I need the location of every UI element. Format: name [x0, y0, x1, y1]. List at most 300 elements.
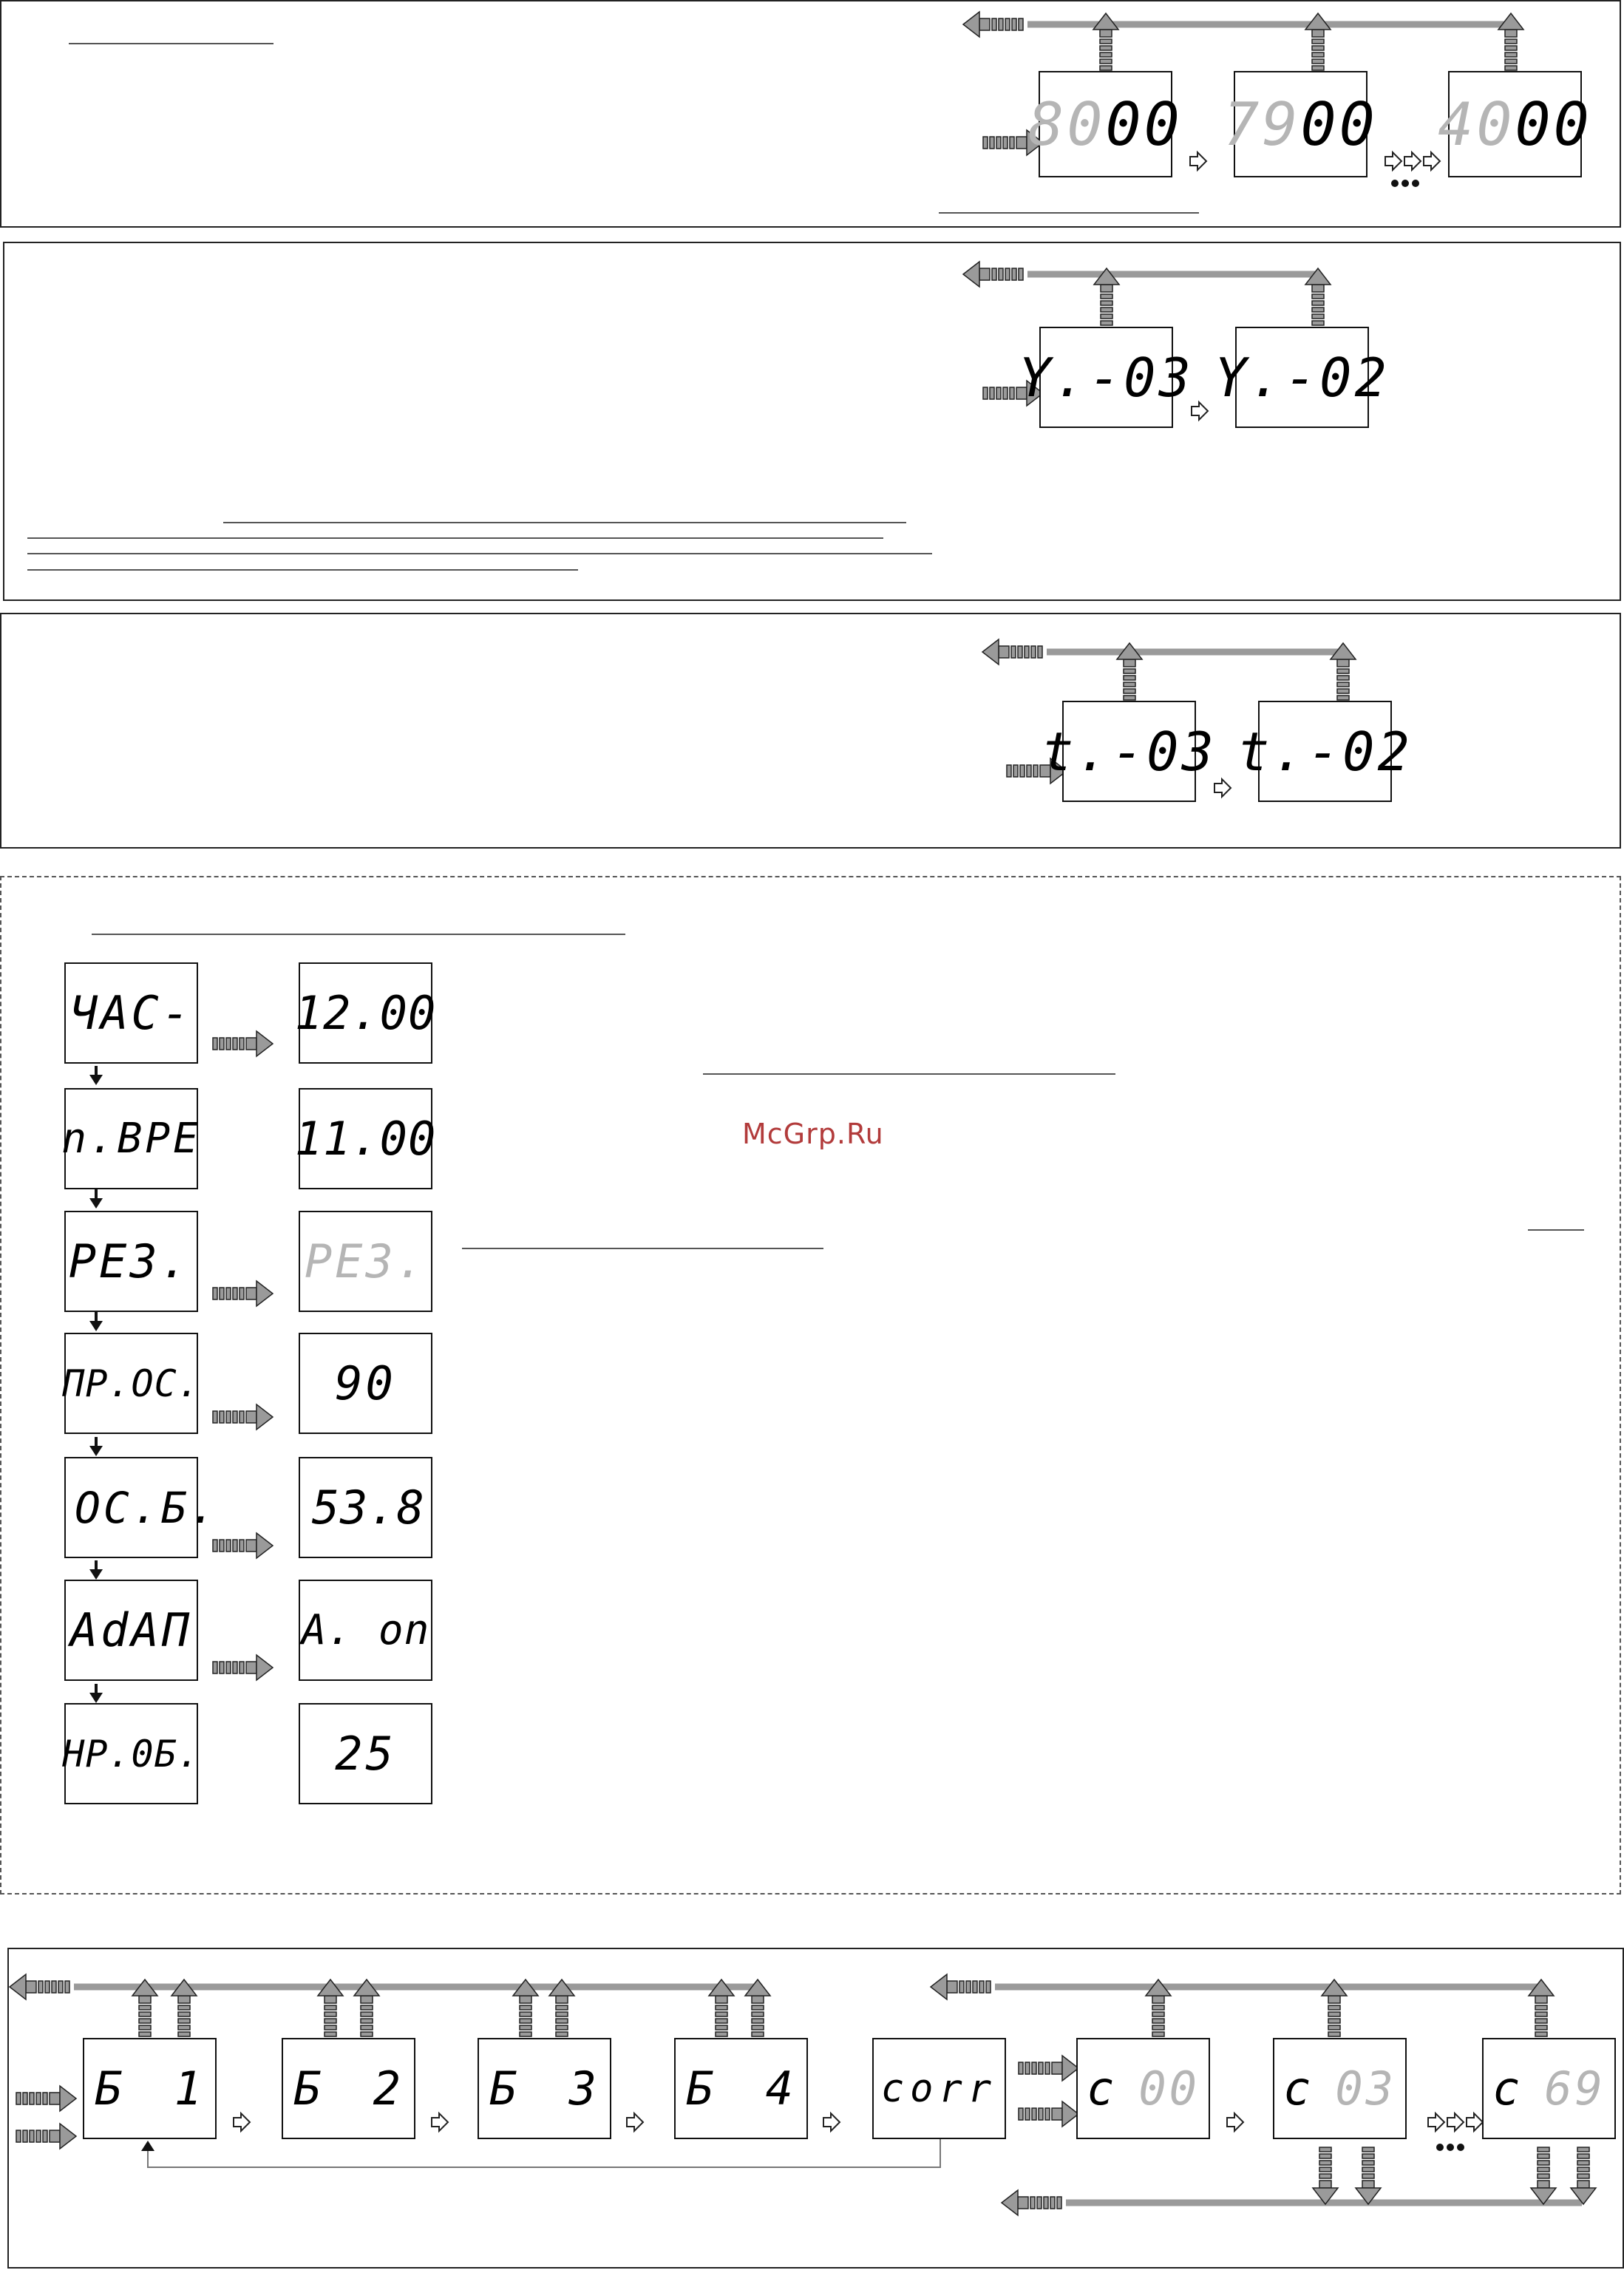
arrow-part [556, 1996, 568, 2003]
striped-arrow-down [1571, 2147, 1596, 2204]
arrow-part [1312, 301, 1324, 305]
arrow-part [60, 2086, 76, 2111]
menu-down-arrow-head [89, 1321, 103, 1331]
arrow-part [1100, 59, 1112, 64]
arrow-part [23, 2093, 27, 2104]
arrow-part [990, 137, 994, 149]
arrow-part [1337, 659, 1349, 667]
arrow-part [931, 1974, 947, 1999]
arrow-part [246, 1038, 256, 1050]
arrow-part [990, 387, 994, 399]
arrow-part [982, 639, 999, 665]
arrow-part [325, 2032, 336, 2036]
arrow-part [239, 1540, 244, 1552]
arrow-part [1505, 46, 1517, 50]
display-y-03 [1019, 327, 1194, 428]
arrow-part [1025, 2062, 1030, 2074]
striped-arrow-down [1356, 2147, 1381, 2204]
arrow-part [361, 2025, 373, 2030]
arrow-part [1003, 387, 1008, 399]
arrow-part [1032, 2108, 1036, 2120]
menu-display-n-vre [61, 1088, 201, 1189]
arrow-part [1018, 646, 1022, 658]
menu-value-a-on [299, 1580, 432, 1681]
striped-arrow-right [16, 2124, 76, 2149]
arrow-part [1101, 321, 1112, 325]
arrow-part [1505, 59, 1517, 64]
arrow-part [520, 2012, 531, 2016]
arrow-part [226, 1662, 231, 1673]
arrow-part [716, 2012, 727, 2016]
arrow-part [1535, 1996, 1547, 2003]
arrow-part [1535, 2012, 1547, 2016]
display-4000 [1438, 71, 1592, 177]
striped-arrow-left [931, 1974, 991, 1999]
arrow-part [1124, 696, 1135, 700]
arrow-part [1535, 2005, 1547, 2010]
display-b-3 [478, 2038, 611, 2139]
hollow-arrow-right [1214, 779, 1231, 797]
arrow-part [1362, 2167, 1374, 2172]
arrow-part [1007, 765, 1011, 777]
display-right-char: 1 [174, 2062, 205, 2116]
arrow-part [1337, 676, 1349, 680]
striped-arrow-right [1019, 2056, 1078, 2081]
ellipsis-dot [1412, 180, 1419, 187]
arrow-part [178, 2019, 190, 2023]
arrow-part [58, 1981, 63, 1993]
display-left-char: Б [95, 2062, 126, 2116]
display-y-02 [1214, 327, 1390, 428]
arrow-part [220, 1038, 224, 1050]
striped-arrow-left [963, 262, 1023, 287]
arrow-part [716, 2032, 727, 2036]
arrow-part [963, 262, 979, 287]
display-corr [872, 2038, 1006, 2139]
arrow-part [233, 1411, 237, 1423]
display-text: Y.-03 [1019, 346, 1194, 409]
arrow-part [50, 2130, 60, 2142]
arrow-part [30, 2093, 34, 2104]
arrow-part [220, 1540, 224, 1552]
arrow-part [1337, 696, 1349, 700]
arrow-part [1019, 2062, 1023, 2074]
arrow-part [1010, 387, 1014, 399]
striped-arrow-right [213, 1655, 273, 1680]
arrow-part [1312, 59, 1324, 64]
arrow-part [26, 1981, 36, 1993]
arrow-part [1505, 30, 1517, 37]
display-b-1 [83, 2038, 217, 2139]
arrow-part [520, 2005, 531, 2010]
arrow-part [1044, 2197, 1048, 2209]
display-left-char: c [1283, 2062, 1314, 2116]
display-left-char: Б [489, 2062, 520, 2116]
display-8000 [1028, 71, 1183, 177]
arrow-part [178, 2032, 190, 2036]
arrow-part [139, 2012, 151, 2016]
arrow-part [556, 2019, 568, 2023]
arrow-part [1052, 2062, 1062, 2074]
display-left-char: Б [293, 2062, 325, 2116]
arrow-part [1535, 2025, 1547, 2030]
arrow-part [1027, 765, 1031, 777]
arrow-part [983, 137, 988, 149]
arrow-part [1020, 765, 1025, 777]
arrow-part [256, 1404, 273, 1430]
arrow-part [16, 2093, 21, 2104]
arrow-part [233, 1662, 237, 1673]
arrow-part [1100, 30, 1112, 37]
display-right-char: 3 [568, 2062, 599, 2116]
arrow-part [1328, 2032, 1340, 2036]
arrow-part [1052, 2108, 1062, 2120]
display-dim-digits: 00 [1138, 2062, 1200, 2116]
watermark-text: McGrp.Ru [742, 1118, 884, 1150]
arrow-part [45, 1981, 50, 1993]
ellipsis-dot [1391, 180, 1399, 187]
arrow-part [1152, 2012, 1164, 2016]
arrow-part [1319, 2174, 1331, 2178]
arrow-part [246, 1411, 256, 1423]
arrow-part [1152, 2005, 1164, 2010]
arrow-part [556, 2025, 568, 2030]
arrow-part [1362, 2154, 1374, 2158]
arrow-part [139, 2005, 151, 2010]
hollow-arrow-right [1227, 2113, 1243, 2131]
hollow-arrow-right [823, 2113, 840, 2131]
arrow-part [1025, 646, 1029, 658]
arrow-part [1025, 2108, 1030, 2120]
arrow-part [226, 1411, 231, 1423]
arrow-part [1312, 30, 1324, 37]
menu-value-53-8 [299, 1457, 432, 1558]
arrow-part [979, 1981, 984, 1993]
arrow-part [983, 387, 988, 399]
loop-back-arrowhead [141, 2141, 154, 2151]
arrow-part [979, 18, 990, 30]
arrow-part [1030, 2197, 1035, 2209]
arrow-part [1005, 268, 1010, 280]
arrow-part [1045, 2108, 1050, 2120]
arrow-part [139, 2032, 151, 2036]
arrow-part [752, 1996, 764, 2003]
arrow-part [1003, 137, 1008, 149]
display-dim-digits: 69 [1544, 2062, 1606, 2116]
arrow-part [246, 1288, 256, 1299]
arrow-part [1057, 2197, 1061, 2209]
arrow-part [1337, 682, 1349, 687]
arrow-part [520, 2032, 531, 2036]
arrow-part [1124, 682, 1135, 687]
arrow-part [752, 2005, 764, 2010]
arrow-part [1039, 2108, 1043, 2120]
arrow-part [752, 2025, 764, 2030]
arrow-part [139, 1996, 151, 2003]
arrow-part [752, 2012, 764, 2016]
arrow-part [361, 1996, 373, 2003]
arrow-part [1012, 18, 1016, 30]
arrow-part [233, 1540, 237, 1552]
arrow-part [256, 1031, 273, 1056]
arrow-part [999, 268, 1003, 280]
striped-arrow-left [10, 1974, 69, 1999]
arrow-part [233, 1038, 237, 1050]
arrow-part [1362, 2174, 1374, 2178]
arrow-part [239, 1411, 244, 1423]
arrow-part [178, 2025, 190, 2030]
arrow-part [1152, 2025, 1164, 2030]
menu-value-12-00 [294, 962, 437, 1064]
arrow-part [1100, 39, 1112, 44]
arrow-part [1362, 2181, 1374, 2188]
arrow-part [1505, 66, 1517, 70]
arrow-part [1013, 765, 1018, 777]
arrow-part [520, 2025, 531, 2030]
display-b-2 [282, 2038, 415, 2139]
display-c-03 [1273, 2038, 1407, 2139]
arrow-part [1019, 268, 1023, 280]
arrow-part [1312, 294, 1324, 299]
display-left-char: Б [686, 2062, 717, 2116]
display-text: ОС.Б. [75, 1482, 219, 1533]
arrow-part [1312, 307, 1324, 312]
arrow-part [239, 1662, 244, 1673]
arrow-part [36, 2130, 41, 2142]
hollow-arrow-right [1447, 2113, 1464, 2131]
display-text: 25 [335, 1727, 396, 1781]
arrow-part [65, 1981, 69, 1993]
hollow-arrow-right [1467, 2113, 1483, 2131]
arrow-part [226, 1540, 231, 1552]
arrow-part [239, 1038, 244, 1050]
display-text: ПР.ОС. [62, 1362, 200, 1405]
arrow-part [1101, 301, 1112, 305]
arrow-part [1005, 18, 1010, 30]
arrow-part [325, 2019, 336, 2023]
arrow-part [1124, 659, 1135, 667]
arrow-part [1152, 2032, 1164, 2036]
arrow-part [716, 2025, 727, 2030]
hollow-arrow-right [432, 2113, 448, 2131]
arrow-part [1505, 52, 1517, 57]
striped-arrow-right [213, 1281, 273, 1306]
arrow-part [1328, 1996, 1340, 2003]
arrow-part [361, 2012, 373, 2016]
display-t-02 [1237, 701, 1413, 802]
arrow-part [226, 1288, 231, 1299]
arrow-part [220, 1662, 224, 1673]
arrow-part [1312, 39, 1324, 44]
display-dim-digits: 40 [1438, 89, 1515, 159]
arrow-part [1019, 2108, 1023, 2120]
display-text: 90 [335, 1356, 396, 1410]
arrow-part [1312, 285, 1324, 292]
display-lit-digits: 00 [1300, 89, 1378, 159]
arrow-part [239, 1288, 244, 1299]
arrow-part [1012, 268, 1016, 280]
menu-display-hr-ob [64, 1703, 198, 1804]
arrow-part [1101, 314, 1112, 319]
display-text: ЧАС- [69, 986, 193, 1040]
arrow-part [139, 2025, 151, 2030]
arrow-part [1045, 2062, 1050, 2074]
arrow-part [213, 1540, 217, 1552]
arrow-part [1039, 2062, 1043, 2074]
arrow-part [1577, 2161, 1589, 2165]
display-text: 12.00 [294, 986, 437, 1040]
arrow-part [1505, 39, 1517, 44]
arrow-part [1016, 137, 1027, 149]
menu-down-arrow-head [89, 1446, 103, 1456]
arrow-part [1328, 2019, 1340, 2023]
display-b-4 [674, 2038, 808, 2139]
display-text: РЕЗ. [304, 1234, 427, 1288]
arrow-part [752, 2032, 764, 2036]
hollow-arrow-right [1428, 2113, 1444, 2131]
arrow-part [1337, 669, 1349, 673]
arrow-part [325, 2025, 336, 2030]
striped-arrow-right [213, 1533, 273, 1558]
ellipsis-dot [1447, 2144, 1454, 2151]
arrow-part [1538, 2147, 1549, 2152]
arrow-part [50, 2093, 60, 2104]
display-text: 11.00 [294, 1112, 437, 1166]
arrow-part [361, 2019, 373, 2023]
arrow-part [1337, 689, 1349, 693]
arrow-part [361, 2032, 373, 2036]
arrow-part [992, 18, 996, 30]
arrow-part [10, 1974, 26, 1999]
arrow-part [520, 2019, 531, 2023]
arrow-part [1312, 321, 1324, 325]
display-lit-digits: 00 [1105, 89, 1183, 159]
arrow-part [220, 1411, 224, 1423]
striped-arrow-right [213, 1404, 273, 1430]
arrow-part [1124, 676, 1135, 680]
arrow-part [52, 1981, 56, 1993]
ellipsis-dot [1436, 2144, 1444, 2151]
arrow-part [979, 268, 990, 280]
arrow-part [959, 1981, 964, 1993]
arrow-part [213, 1411, 217, 1423]
display-dim-digits: 80 [1028, 89, 1106, 159]
arrow-part [60, 2124, 76, 2149]
display-text: Y.-02 [1214, 346, 1390, 409]
display-c-69 [1482, 2038, 1616, 2139]
striped-arrow-right [1019, 2101, 1078, 2127]
menu-down-arrow-head [89, 1075, 103, 1085]
arrow-part [30, 2130, 34, 2142]
arrow-part [963, 12, 979, 37]
arrow-part [1312, 52, 1324, 57]
arrow-part [233, 1288, 237, 1299]
arrow-part [1018, 2197, 1028, 2209]
arrow-part [1124, 689, 1135, 693]
arrow-part [1101, 294, 1112, 299]
arrow-part [1328, 2005, 1340, 2010]
arrow-part [1019, 18, 1023, 30]
display-lit-digits: 00 [1515, 89, 1592, 159]
arrow-part [1362, 2161, 1374, 2165]
hollow-arrow-right [234, 2113, 250, 2131]
menu-display-os-b [64, 1457, 219, 1558]
arrow-part [716, 2019, 727, 2023]
menu-value-rez [299, 1211, 432, 1312]
striped-arrow-right [16, 2086, 76, 2111]
arrow-part [1328, 2025, 1340, 2030]
arrow-part [213, 1662, 217, 1673]
arrow-part [178, 2012, 190, 2016]
arrow-part [1101, 307, 1112, 312]
striped-arrow-left [963, 12, 1023, 37]
display-text: 53.8 [311, 1481, 425, 1535]
display-dim-digits: 79 [1223, 89, 1301, 159]
arrow-part [556, 2012, 568, 2016]
arrow-part [361, 2005, 373, 2010]
display-left-char: c [1087, 2062, 1118, 2116]
striped-arrow-right [213, 1031, 273, 1056]
arrow-part [1152, 1996, 1164, 2003]
arrow-part [1319, 2181, 1331, 2188]
arrow-part [996, 137, 1001, 149]
arrow-part [996, 387, 1001, 399]
menu-down-arrow-head [89, 1693, 103, 1703]
arrow-part [1312, 46, 1324, 50]
arrow-part [947, 1981, 957, 1993]
arrow-part [556, 2005, 568, 2010]
arrow-part [220, 1288, 224, 1299]
display-c-00 [1076, 2038, 1210, 2139]
menu-display-rez [64, 1211, 198, 1312]
arrow-part [716, 2005, 727, 2010]
display-7900 [1223, 71, 1378, 177]
arrow-part [1577, 2174, 1589, 2178]
arrow-part [1100, 46, 1112, 50]
hollow-arrow-right [1190, 152, 1206, 170]
arrow-part [1002, 2190, 1018, 2215]
arrow-part [1010, 137, 1014, 149]
arrow-part [966, 1981, 971, 1993]
arrow-part [556, 2032, 568, 2036]
hollow-arrow-right [1385, 152, 1402, 170]
striped-arrow-down [1531, 2147, 1556, 2204]
menu-display-clock [64, 962, 198, 1064]
display-text: n.ВРЕ [61, 1115, 201, 1163]
arrow-part [1535, 2019, 1547, 2023]
display-text: t.-03 [1042, 720, 1217, 783]
display-text: corr [880, 2066, 998, 2111]
hollow-arrow-right [1404, 152, 1421, 170]
arrow-part [213, 1288, 217, 1299]
arrow-part [43, 2130, 47, 2142]
display-text: НР.0Б. [62, 1732, 200, 1775]
display-text: t.-02 [1237, 720, 1413, 783]
arrow-part [213, 1038, 217, 1050]
arrow-part [43, 2093, 47, 2104]
arrow-part [178, 1996, 190, 2003]
display-text: РЕЗ. [68, 1234, 191, 1288]
arrow-part [325, 1996, 336, 2003]
arrow-part [1037, 2197, 1042, 2209]
arrow-part [1050, 2197, 1055, 2209]
menu-value-90 [299, 1333, 432, 1434]
arrow-part [520, 1996, 531, 2003]
display-left-char: c [1492, 2062, 1523, 2116]
hollow-arrow-right [627, 2113, 643, 2131]
arrow-part [1101, 285, 1112, 292]
arrow-part [1538, 2161, 1549, 2165]
